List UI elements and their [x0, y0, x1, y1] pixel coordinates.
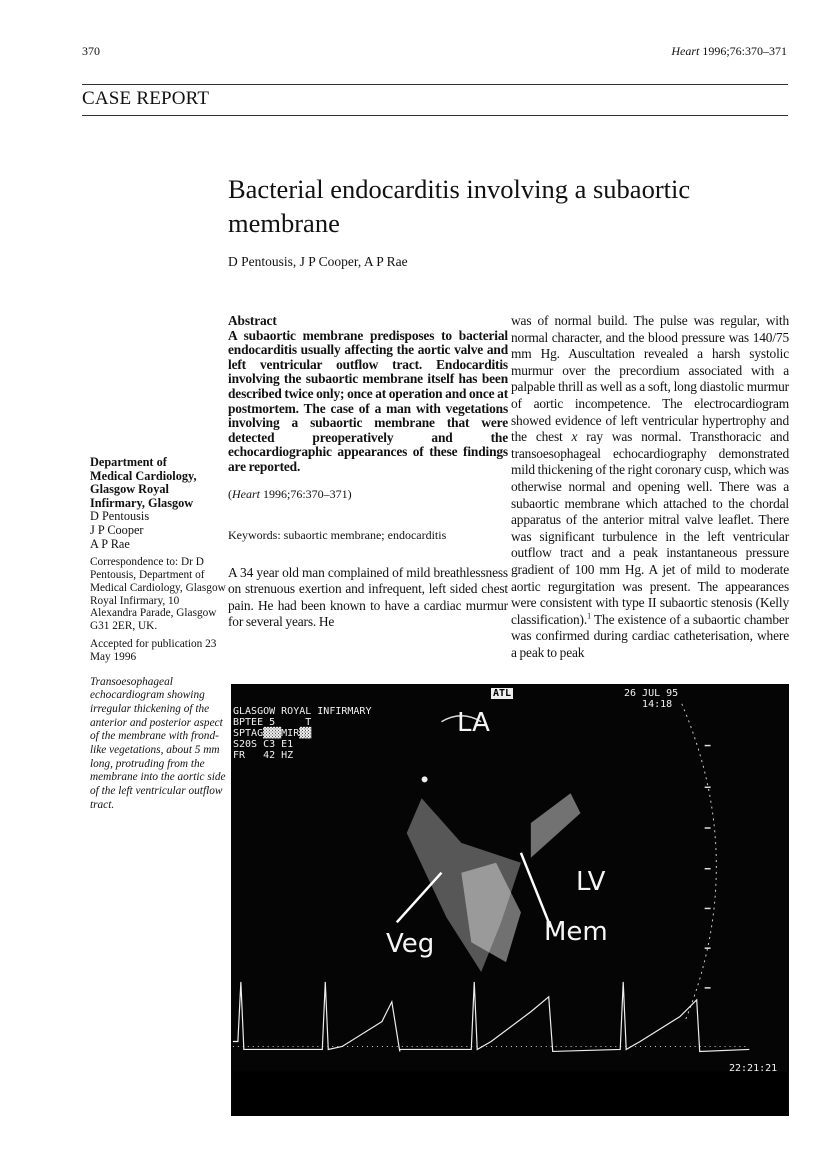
- atl-logo: ATL: [493, 688, 512, 699]
- abstract-text: A subaortic membrane predisposes to bacterial endocarditis usually affecting the aortic valve and left ventricular outflow tract. Endocarditis involving the subaortic membrane itself has been described twice only; once at operation and once at postmortem. The case of a man with vegetations involving a subaortic membrane that were detected preoperatively and the echocardiographic appearances of these findings are reported.: [228, 327, 508, 474]
- section-label: CASE REPORT: [82, 88, 210, 109]
- left-text-column: [228, 314, 508, 631]
- scan-time: 22:21:21: [729, 1063, 778, 1074]
- abstract: [228, 314, 508, 475]
- article-citation: [228, 487, 508, 502]
- article-title: Bacterial endocarditis involving a subaortic membrane: [228, 174, 691, 238]
- accepted-date: Accepted for publication 23 May 1996: [90, 637, 217, 663]
- cite-rest: 1996;76:370–371): [263, 486, 352, 501]
- affiliation-line: Medical Cardiology,: [90, 468, 197, 483]
- cite-journal: Heart: [232, 486, 260, 501]
- keywords: Keywords: subaortic membrane; endocarditis: [228, 527, 447, 542]
- reference-marker[interactable]: 1: [587, 611, 591, 621]
- affiliation-line: Department of: [90, 455, 167, 469]
- sidebar: [90, 456, 228, 813]
- label-la: LA: [457, 708, 490, 738]
- label-lv: LV: [576, 867, 606, 897]
- affiliation-line: Infirmary, Glasgow: [90, 495, 194, 510]
- running-header: [671, 44, 787, 59]
- body-text: The existence of a subaortic chamber was confirmed during cardiac catheterisation, where a peak to peak: [511, 611, 789, 660]
- cite-open: (: [228, 486, 232, 501]
- body-text-column-1: A 34 year old man complained of mild breathlessness on strenuous exertion and infrequent, left sided chest pain. He had been known to have a cardiac murmur for several years. He: [228, 564, 508, 630]
- header-rule: [82, 84, 788, 85]
- section-rule: [82, 115, 788, 116]
- body-text: was of normal build. The pulse was regular, with normal character, and the blood pressure was 140/75 mm Hg. Auscultation revealed a harsh systolic murmur over the precordium associated with a palpable thrill as well as a soft, long diastolic murmur of aortic incompetence. The electrocardiogram showed evidence of left ventricular hypertrophy and the chest: [511, 313, 789, 445]
- label-veg: Veg: [386, 929, 435, 959]
- figure-caption: Transoesophageal echocardiogram showing irregular thickening of the anterior and posterior aspect of the membrane with frond-like vegetations, about 5 mm long, protruding from the membrane into the aortic side of the left ventricular outflow tract.: [90, 675, 226, 811]
- author-list: D Pentousis, J P Cooper, A P Rae: [228, 254, 408, 269]
- affiliation-line: Glasgow Royal: [90, 482, 169, 497]
- journal-name: Heart: [671, 44, 700, 58]
- body-text-column-2: [511, 313, 789, 661]
- correspondence: Correspondence to: Dr D Pentousis, Department of Medical Cardiology, Glasgow Royal Infirmary, 10 Alexandra Parade, Glasgow G31 2ER, UK.: [90, 556, 226, 633]
- affiliation-author: J P Cooper: [90, 522, 144, 537]
- affiliation-author: D Pentousis: [90, 509, 150, 524]
- affiliation-block: [90, 456, 228, 664]
- scan-date: 26 JUL 95 14:18: [624, 688, 679, 710]
- scanner-info-overlay: GLASGOW ROYAL INFIRMARY BPTEE 5 T SPTAG▓▓▓MIR▓▓ S20S C3 E1 FR 42 HZ: [233, 706, 372, 761]
- body-text-italic: x: [571, 429, 578, 445]
- page-number: 370: [82, 44, 100, 58]
- journal-citation: 1996;76:370–371: [702, 44, 787, 58]
- affiliation-author: A P Rae: [90, 536, 130, 551]
- label-mem: Mem: [544, 917, 608, 947]
- abstract-heading: Abstract: [228, 313, 277, 328]
- echocardiogram-figure: [231, 684, 789, 1116]
- body-text: ray was normal. Transthoracic and transoesophageal echocardiography demonstrated mild thickening of the right coronary cusp, which was otherwise normal and opening well. There was a subaortic membrane which attached to the chordal apparatus of the anterior mitral valve leaflet. There was significant turbulence in the left ventricular outflow tract and a peak instantaneous pressure gradient of 100 mm Hg. A jet of mild to moderate aortic regurgitation was present. The appearances were consistent with type II subaortic stenosis (Kelly classification).: [511, 429, 789, 627]
